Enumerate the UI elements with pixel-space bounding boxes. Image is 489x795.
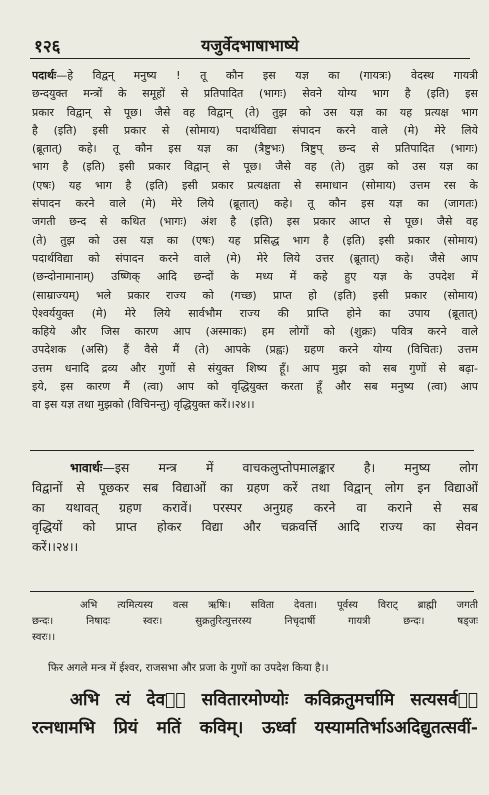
- mantra-line: अभि त्यं देवᳫं सवितारमोण्योः कविक्रतुमर्चामि सत्यसर्वᳫं: [70, 690, 478, 710]
- metadata-line: स्वरः।।: [32, 632, 56, 643]
- padartha-label: पदार्थः: [32, 69, 57, 82]
- padartha-line: प्रकार विद्वान् से पूछ। जैसे वह विद्वान् (ते) तुझ को उस यज्ञ का यह प्रत्यक्ष भाग: [32, 105, 478, 119]
- padartha-line: (ते) तुझ को उस यज्ञ का (एषः) यह प्रसिद्ध भाग है (इति) इसी प्रकार (सोमाय): [32, 233, 478, 247]
- mantra-metadata: [32, 598, 478, 646]
- padartha-line: भाग है (इति) इसी प्रकार विद्वान् से पूछ। जैसे वह (ते) तुझ को उस यज्ञ का: [32, 160, 478, 174]
- padartha-section: [32, 67, 478, 415]
- next-mantra-intro: फिर अगले मन्त्र में ईश्वर, राजसभा और प्रजा के गुणों का उपदेश किया है।।: [48, 662, 329, 674]
- metadata-line: छन्दः। निषादः स्वरः। सुक्रतुरित्युत्तरस्य निचृदार्षी गायत्री छन्दः। षड्जः: [32, 616, 478, 627]
- bhavartha-line: विद्वानों से पूछकर सब विद्याओं का ग्रहण करें तथा विद्वान् लोग इन विद्याओं: [32, 479, 478, 495]
- padartha-line: वा इस यज्ञ तथा मुझको (विचिनन्तु) वृद्धियुक्त करें।।२४।।: [32, 398, 255, 412]
- bhavartha-line: वृद्धियों को प्राप्त होकर विद्या और चक्रवर्त्ति आदि राज्य का सेवन: [32, 519, 478, 535]
- padartha-line: ऐश्वर्ययुक्त (मे) मेरे लिये सार्वभौम राज्य की प्राप्ति होने का उपाय (ब्रूतात्): [32, 306, 478, 320]
- bhavartha-line: करें।।२४।।: [32, 539, 79, 555]
- padartha-line: इये, इस कारण मैं (त्वा) आप को वृद्धियुक्त करता हूँ और सब मनुष्य (त्वा) आप: [32, 380, 478, 394]
- sanskrit-mantra: [32, 686, 478, 742]
- page-header: [30, 34, 470, 59]
- section-divider: [30, 450, 474, 451]
- bhavartha-section: [32, 458, 478, 557]
- padartha-line: है (इति) इसी प्रकार से (सोमाय) पदार्थविद्या संपादन करने वाले (मे) मेरे लिये: [32, 123, 478, 137]
- padartha-line: (एषः) यह भाग है (इति) इसी प्रकार प्रत्यक्षता से समाधान (सोमाय) उत्तम रस के: [32, 178, 478, 192]
- padartha-line: कहिये और जिस कारण आप (अस्माकः) हम लोगों को (शुक्रः) पवित्र करने वाले: [32, 325, 478, 339]
- padartha-line: (साम्राज्यम्) भले प्रकार राज्य को (गच्छ) प्राप्त हो (इति) इसी प्रकार (सोमाय): [32, 288, 478, 302]
- padartha-line: संपादन करने वाले (मे) मेरे लिये (ब्रूतात्) कहे। तू कौन इस यज्ञ का (जागतः): [32, 197, 478, 211]
- padartha-line: पदार्थः—हे विद्वन् मनुष्य ! तू कौन इस यज्ञ का (गायत्रः) वेदस्थ गायत्री: [32, 69, 478, 82]
- mantra-line: रत्नधामभि प्रियं मतिं कविम्। ऊर्ध्वा यस्यामतिर्भाऽअदिद्युतत्सवीं-: [32, 718, 478, 738]
- padartha-line: पदार्थविद्या को संपादन करने वाले (मे) मेरे लिये उत्तर (ब्रूतात्) कहे। जैसे आप: [32, 251, 478, 265]
- page-number: १२६: [34, 37, 61, 57]
- padartha-line: (ब्रूतात्) कहे। तू कौन इस यज्ञ का (त्रैष्टुभः) त्रिष्टुप् छन्द से प्रतिपादित (भागः): [32, 142, 478, 156]
- padartha-line: उत्तम धनादि द्रव्य और गुणों से संयुक्त शिष्य हूँ। आप मुझ को सब गुणों से बढ़ा-: [32, 361, 478, 375]
- padartha-line: उपदेशक (असि) हैं वैसे मैं (ते) आपके (प्रह्वः) ग्रहण करने योग्य (विचितः) उत्तम: [32, 343, 478, 357]
- metadata-line: अभि त्यमित्यस्य वत्स ऋषिः। सविता देवता। पूर्वस्य विराट् ब्राह्मी जगती: [80, 600, 478, 611]
- padartha-line: (छन्दोनामानाम्) उष्णिक् आदि छन्दों के मध्य में कहे हुए यज्ञ के उपदेश में: [32, 270, 478, 284]
- padartha-line: जगती छन्द से कथित (भागः) अंश है (इति) इस प्रकार आप्त से पूछ। जैसे वह: [32, 215, 478, 229]
- bhavartha-line: भावार्थः—इस मन्त्र में वाचकलुप्तोपमालङ्कार है। मनुष्य लोग: [70, 460, 478, 475]
- section-divider: [30, 591, 474, 592]
- running-title: यजुर्वेदभाषाभाष्ये: [201, 36, 299, 55]
- padartha-line: छन्दयुक्त मन्त्रों के समूहों से प्रतिपादित (भागः) सेवने योग्य भाग है (इति) इस: [32, 87, 478, 101]
- bhavartha-line: का यथावत् ग्रहण करावें। परस्पर अनुग्रह करने वा कराने से सब: [32, 499, 478, 515]
- bhavartha-label: भावार्थः: [70, 460, 103, 475]
